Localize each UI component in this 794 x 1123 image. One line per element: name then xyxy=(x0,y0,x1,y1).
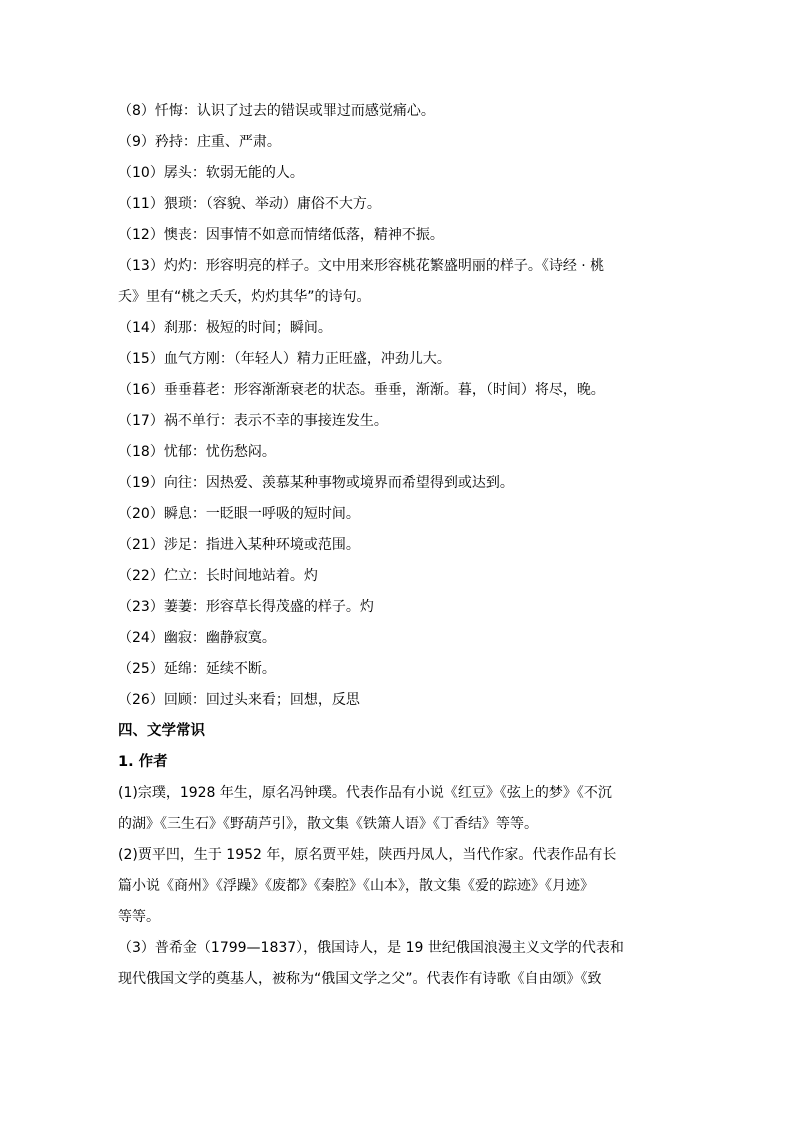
vocab-line: （21）涉足：指进入某种环境或范围。 xyxy=(118,537,360,553)
author-line: (1)宗璞，1928 年生，原名冯钟璞。代表作品有小说《红豆》《弦上的梦》《不沉 xyxy=(118,785,612,801)
author-line: 等等。 xyxy=(118,909,160,925)
vocab-line: （18）忧郁：忧伤愁闷。 xyxy=(118,444,276,460)
author-line: 现代俄国文学的奠基人，被称为“俄国文学之父”。代表作有诗歌《自由颂》《致 xyxy=(118,971,602,987)
author-line: （3）普希金（1799—1837），俄国诗人，是 19 世纪俄国浪漫主义文学的代表和 xyxy=(118,940,624,956)
vocab-line: （16）垂垂暮老：形容渐渐衰老的状态。垂垂，渐渐。暮，（时间）将尽，晚。 xyxy=(118,382,605,398)
vocab-line: （9）矜持：庄重、严肃。 xyxy=(118,134,281,150)
vocab-line: （13）灼灼：形容明亮的样子。文中用来形容桃花繁盛明丽的样子。《诗经 · 桃 xyxy=(118,258,605,274)
vocab-line: （12）懊丧：因事情不如意而情绪低落，精神不振。 xyxy=(118,227,444,243)
vocab-line: （14）刹那：极短的时间；瞬间。 xyxy=(118,320,332,336)
vocab-line: （20）瞬息：一眨眼一呼吸的短时间。 xyxy=(118,506,360,522)
document-page xyxy=(118,96,683,995)
author-line: 篇小说《商州》《浮躁》《废都》《秦腔》《山本》，散文集《爱的踪迹》《月迹》 xyxy=(118,878,594,894)
author-line: (2)贾平凹，生于 1952 年，原名贾平娃，陕西丹凤人，当代作家。代表作品有长 xyxy=(118,847,617,863)
vocab-line: （26）回顾：回过头来看；回想，反思 xyxy=(118,692,360,708)
vocab-line: （19）向往：因热爱、羡慕某种事物或境界而希望得到或达到。 xyxy=(118,475,514,491)
vocab-line: （8）忏悔：认识了过去的错误或罪过而感觉痛心。 xyxy=(118,103,435,119)
vocab-line: （10）孱头：软弱无能的人。 xyxy=(118,165,304,181)
vocab-line: （15）血气方刚：（年轻人）精力正旺盛，冲劲儿大。 xyxy=(118,351,451,367)
subsection-title: 1. 作者 xyxy=(118,754,168,770)
vocab-line: 夭》里有“桃之夭夭，灼灼其华”的诗句。 xyxy=(118,289,371,305)
vocab-line: （23）萋萋：形容草长得茂盛的样子。灼 xyxy=(118,599,374,615)
author-line: 的湖》《三生石》《野葫芦引》，散文集《铁箫人语》《丁香结》等等。 xyxy=(118,816,538,832)
vocab-line: （11）猥琐：（容貌、举动）庸俗不大方。 xyxy=(118,196,381,212)
vocab-line: （17）祸不单行：表示不幸的事接连发生。 xyxy=(118,413,388,429)
vocab-line: （24）幽寂：幽静寂寞。 xyxy=(118,630,276,646)
section-title: 四、文学常识 xyxy=(118,723,205,739)
vocab-line: （25）延绵：延续不断。 xyxy=(118,661,276,677)
vocab-line: （22）伫立：长时间地站着。灼 xyxy=(118,568,318,584)
